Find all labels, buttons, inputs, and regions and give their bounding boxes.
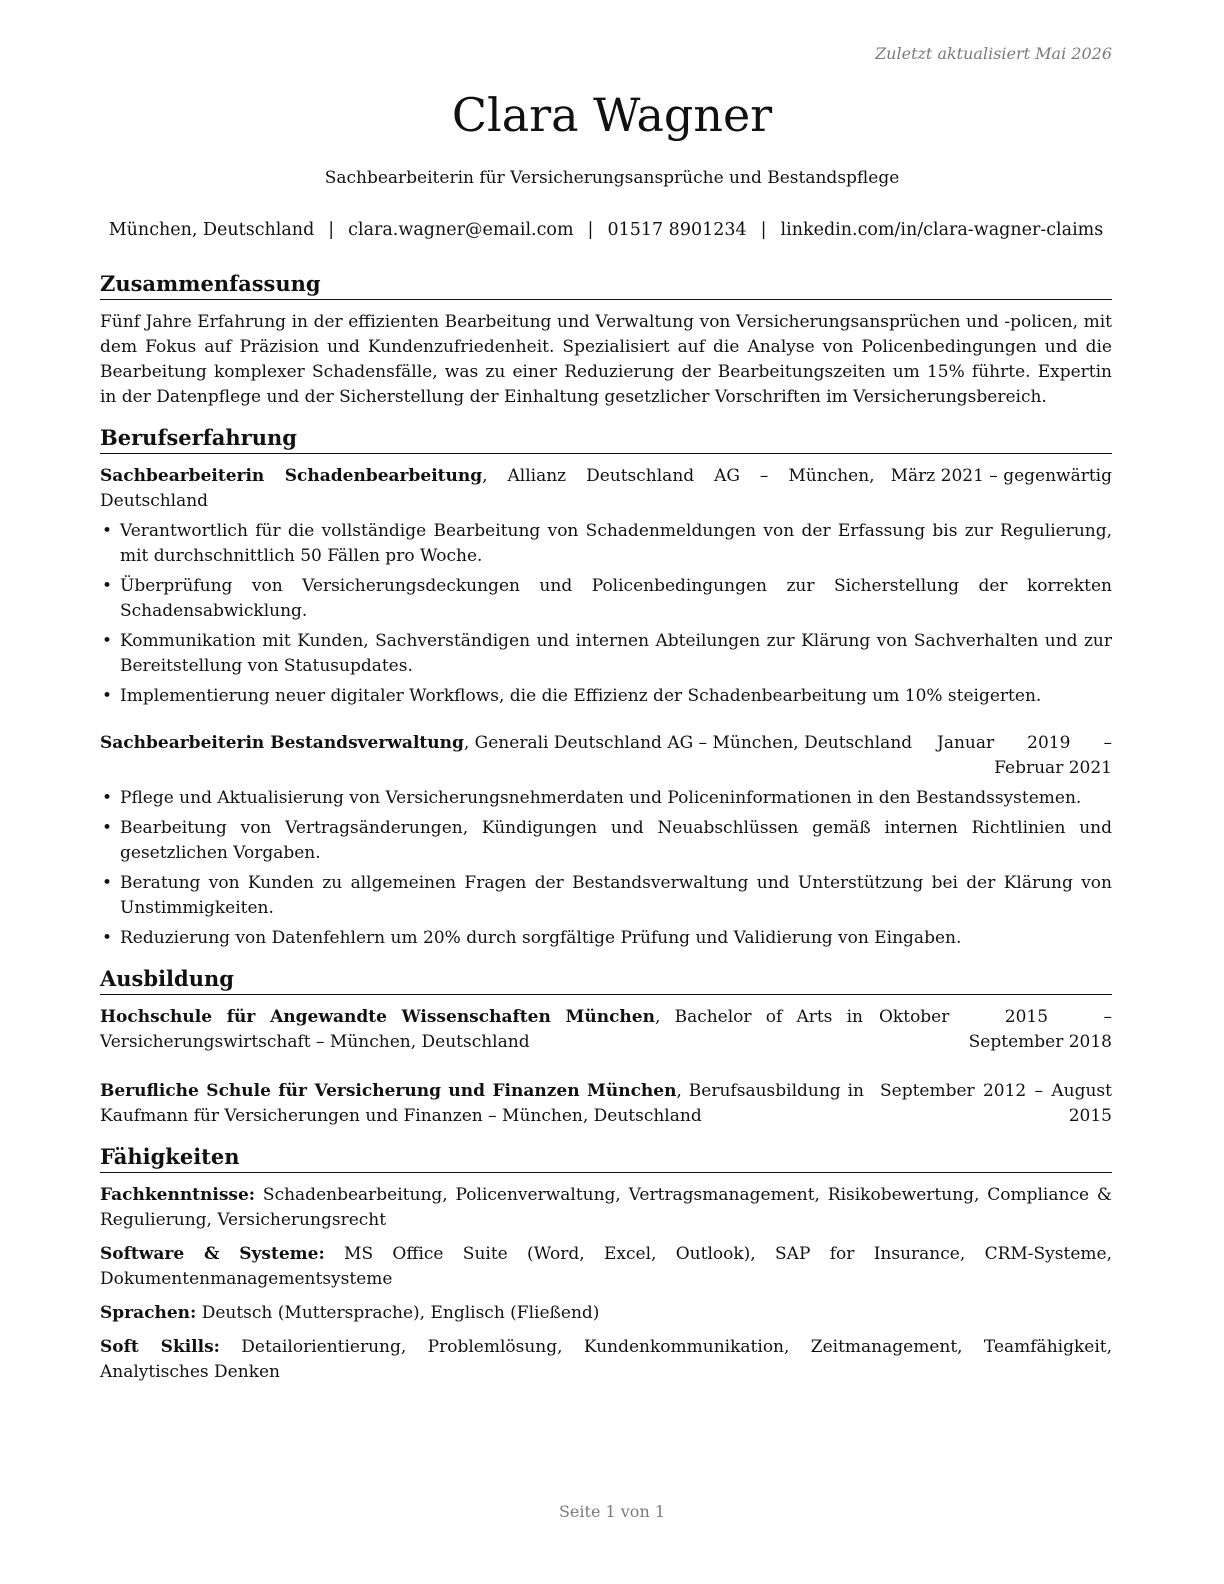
education-title-line: [100, 1079, 864, 1129]
job-entry: [100, 731, 1112, 951]
education-title-line: [100, 1005, 863, 1055]
skill-line: [100, 1301, 1112, 1326]
candidate-name: Clara Wagner: [451, 88, 773, 142]
job-bullets: [100, 786, 1112, 951]
contact-separator: |: [760, 220, 767, 240]
education-heading: Ausbildung: [100, 965, 1112, 995]
job-role: Sachbearbeiterin Bestandsverwaltung: [100, 733, 464, 753]
contact-location: München, Deutschland: [108, 220, 315, 240]
experience-section: [100, 424, 1112, 951]
skill-label: Sprachen:: [100, 1303, 197, 1323]
contact-phone: 01517 8901234: [607, 220, 747, 240]
skill-text: Schadenbearbeitung, Policenverwaltung, Vertragsmanagement, Risikobewertung, Compliance & Regulierung, Versicherungsrecht: [100, 1185, 1112, 1230]
job-role: Sachbearbeiterin Schadenbearbeitung: [100, 466, 483, 486]
skill-label: Software & Systeme:: [100, 1244, 325, 1264]
contact-separator: |: [328, 220, 335, 240]
job-bullet: • Reduzierung von Datenfehlern um 20% durch sorgfältige Prüfung und Validierung von Eingaben.: [100, 926, 1112, 951]
education-school: Berufliche Schule für Versicherung und Finanzen München: [100, 1081, 677, 1101]
job-bullet: • Beratung von Kunden zu allgemeinen Fragen der Bestandsverwaltung und Unterstützung bei der Klärung von Unstimmigkeiten.: [100, 871, 1112, 921]
job-bullets: [100, 519, 1112, 709]
skill-line: [100, 1335, 1112, 1385]
job-bullet: • Bearbeitung von Vertragsänderungen, Kündigungen und Neuabschlüssen gemäß internen Richtlinien und gesetzlichen Vorgaben.: [100, 816, 1112, 866]
skill-line: [100, 1183, 1112, 1233]
skills-section: [100, 1143, 1112, 1385]
contact-email[interactable]: clara.wagner@email.com: [348, 220, 574, 240]
contact-linkedin[interactable]: linkedin.com/in/clara-wagner-claims: [780, 220, 1104, 240]
job-company: , Allianz Deutschland AG – München, Deutschland: [100, 466, 875, 511]
contact-line: [100, 220, 1112, 240]
education-dates: September 2012 – August 2015: [880, 1081, 1112, 1126]
education-dates: Oktober 2015 – September 2018: [879, 1007, 1112, 1052]
education-header: [100, 1005, 1112, 1055]
job-bullet: • Pflege und Aktualisierung von Versicherungsnehmerdaten und Policeninformationen in den Bestandssystemen.: [100, 786, 1112, 811]
education-school: Hochschule für Angewandte Wissenschaften München: [100, 1007, 655, 1027]
last-updated-note: Zuletzt aktualisiert Mai 2026: [875, 44, 1112, 63]
skill-text: MS Office Suite (Word, Excel, Outlook), SAP for Insurance, CRM-Systeme, Dokumentenmanagementsysteme: [100, 1244, 1112, 1289]
summary-text: Fünf Jahre Erfahrung in der effizienten Bearbeitung und Verwaltung von Versicherungsansprüchen und -policen, mit dem Fokus auf Präzision und Kundenzufriedenheit. Spezialisiert auf die Analyse von Policenbedingungen und die Bearbeitung komplexer Schadensfälle, was zu einer Reduzierung der Bearbeitungszeiten um 15% führte. Expertin in der Datenpflege und der Sicherstellung der Einhaltung gesetzlicher Vorschriften im Versicherungsbereich.: [100, 312, 1112, 407]
skill-line: [100, 1242, 1112, 1292]
job-bullet: • Kommunikation mit Kunden, Sachverständigen und internen Abteilungen zur Klärung von Sachverhalten und zur Bereitstellung von Statusupdates.: [100, 629, 1112, 679]
job-entry: [100, 464, 1112, 709]
resume-body: [100, 270, 1112, 1394]
job-title-line: [100, 731, 921, 756]
contact-separator: |: [587, 220, 594, 240]
job-header: [100, 464, 1112, 514]
job-title-line: [100, 464, 875, 514]
education-section: [100, 965, 1112, 1129]
skill-label: Soft Skills:: [100, 1337, 220, 1357]
job-dates: März 2021 – gegenwärtig: [890, 466, 1112, 486]
skills-heading: Fähigkeiten: [100, 1143, 1112, 1173]
education-detail: , Berufsausbildung in Kaufmann für Versicherungen und Finanzen – München, Deutschland: [100, 1081, 864, 1126]
page-footer: Seite 1 von 1: [558, 1502, 666, 1521]
skill-label: Fachkenntnisse:: [100, 1185, 256, 1205]
candidate-tagline: Sachbearbeiterin für Versicherungsansprüche und Bestandspflege: [324, 168, 900, 188]
experience-heading: Berufserfahrung: [100, 424, 1112, 454]
job-bullet: • Überprüfung von Versicherungsdeckungen und Policenbedingungen zur Sicherstellung der korrekten Schadensabwicklung.: [100, 574, 1112, 624]
skill-text: Detailorientierung, Problemlösung, Kundenkommunikation, Zeitmanagement, Teamfähigkeit, Analytisches Denken: [100, 1337, 1112, 1382]
education-entry: [100, 1005, 1112, 1055]
education-entry: [100, 1079, 1112, 1129]
education-header: [100, 1079, 1112, 1129]
education-detail: , Bachelor of Arts in Versicherungswirtschaft – München, Deutschland: [100, 1007, 863, 1052]
summary-heading: Zusammenfassung: [100, 270, 1112, 300]
job-bullet: • Implementierung neuer digitaler Workflows, die die Effizienz der Schadenbearbeitung um 10% steigerten.: [100, 684, 1112, 709]
job-bullet: • Verantwortlich für die vollständige Bearbeitung von Schadenmeldungen von der Erfassung bis zur Regulierung, mit durchschnittlich 50 Fällen pro Woche.: [100, 519, 1112, 569]
job-company: , Generali Deutschland AG – München, Deutschland: [463, 733, 913, 753]
job-header: [100, 731, 1112, 781]
skill-text: Deutsch (Muttersprache), Englisch (Fließend): [196, 1303, 600, 1323]
job-dates: Januar 2019 – Februar 2021: [937, 733, 1112, 778]
summary-section: [100, 270, 1112, 410]
